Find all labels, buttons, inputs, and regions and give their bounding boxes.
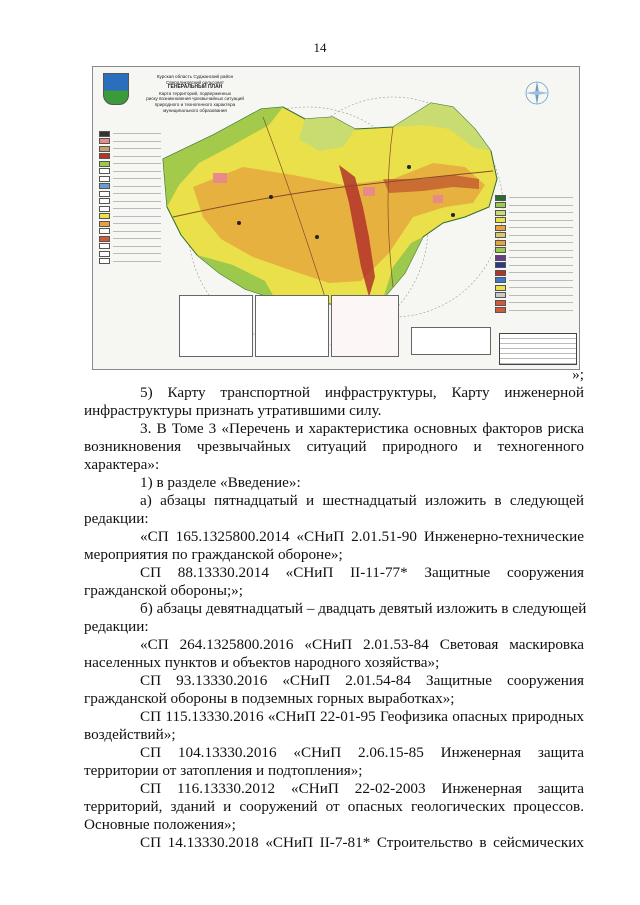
- text-line: редакции:: [84, 618, 149, 635]
- text-line: Основные положения»;: [84, 816, 236, 833]
- map-legend-box: [411, 327, 491, 355]
- text-line: СП 104.13330.2016 «СНиП 2.06.15-85 Инженерная защита: [140, 744, 584, 761]
- map-title-line: ГЕНЕРАЛЬНЫЙ ПЛАН: [167, 84, 223, 91]
- text-line: гражданской обороны в подземных горных выработках»;: [84, 690, 455, 707]
- map-title-line: природного и техногенного характера: [154, 101, 236, 107]
- text-line: СП 14.13330.2018 «СНиП II-7-81* Строительство в сейсмических: [140, 834, 584, 851]
- text-line: а) абзацы пятнадцатый и шестнадцатый изложить в следующей: [140, 492, 584, 509]
- map-title-line: Свердликовский сельсовет: [166, 79, 224, 85]
- text-line: мероприятия по гражданской обороне»;: [84, 546, 343, 563]
- text-line: СП 93.13330.2016 «СНиП 2.01.54-84 Защитные сооружения: [140, 672, 584, 689]
- text-line: характера»:: [84, 456, 160, 473]
- text-line: «СП 264.1325800.2016 «СНиП 2.01.53-84 Световая маскировка: [140, 636, 584, 653]
- text-line: инфраструктуры признать утратившими силу.: [84, 402, 382, 419]
- text-line: 3. В Томе 3 «Перечень и характеристика основных факторов риска: [140, 420, 584, 437]
- page-number: 14: [313, 40, 327, 55]
- map-legend-box: [331, 295, 399, 357]
- map-title-line: Карта территорий, подверженных: [158, 90, 232, 96]
- compass-rose-icon: [523, 79, 551, 107]
- text-line: б) абзацы девятнадцатый – двадцать девятый изложить в следующей: [140, 600, 587, 617]
- map-legend-box: [179, 295, 253, 357]
- text-line: территории от затопления и подтопления»;: [84, 762, 363, 779]
- map-title-line: муниципального образования: [163, 107, 227, 113]
- text-line: 5) Карту транспортной инфраструктуры, Карту инженерной: [140, 384, 584, 401]
- text-line: возникновения чрезвычайных ситуаций природного и техногенного: [84, 438, 584, 455]
- text-line: СП 115.13330.2016 «СНиП 22-01-95 Геофизика опасных природных: [140, 708, 584, 725]
- text-line: 1) в разделе «Введение»:: [140, 474, 301, 491]
- text-line: «СП 165.1325800.2014 «СНиП 2.01.51-90 Инженерно-технические: [140, 528, 584, 545]
- text-line: воздействий»;: [84, 726, 176, 743]
- text-line: редакции:: [84, 510, 149, 527]
- text-line: СП 116.13330.2012 «СНиП 22-02-2003 Инженерная защита: [140, 780, 584, 797]
- text-line: СП 88.13330.2014 «СНиП II-11-77* Защитные сооружения: [140, 564, 584, 581]
- map-legend-box: [255, 295, 329, 357]
- map-legend-left: [99, 131, 161, 345]
- text-line: территорий, зданий и сооружений от опасных геологических процессов.: [84, 798, 584, 815]
- text-line: населенных пунктов и объектов народного хозяйства»;: [84, 654, 440, 671]
- map-figure: [92, 66, 580, 370]
- map-title-line: Курская область Суджанский район: [156, 74, 234, 79]
- text-line: »;: [572, 366, 584, 383]
- coat-of-arms-icon: [103, 73, 129, 105]
- text-line: гражданской обороны;»;: [84, 582, 243, 599]
- map-title-stamp: [499, 333, 577, 365]
- map-legend-right: [495, 195, 573, 355]
- map-title-block: [135, 74, 255, 113]
- map-title-line: риску возникновения чрезвычайных ситуаций: [146, 96, 244, 102]
